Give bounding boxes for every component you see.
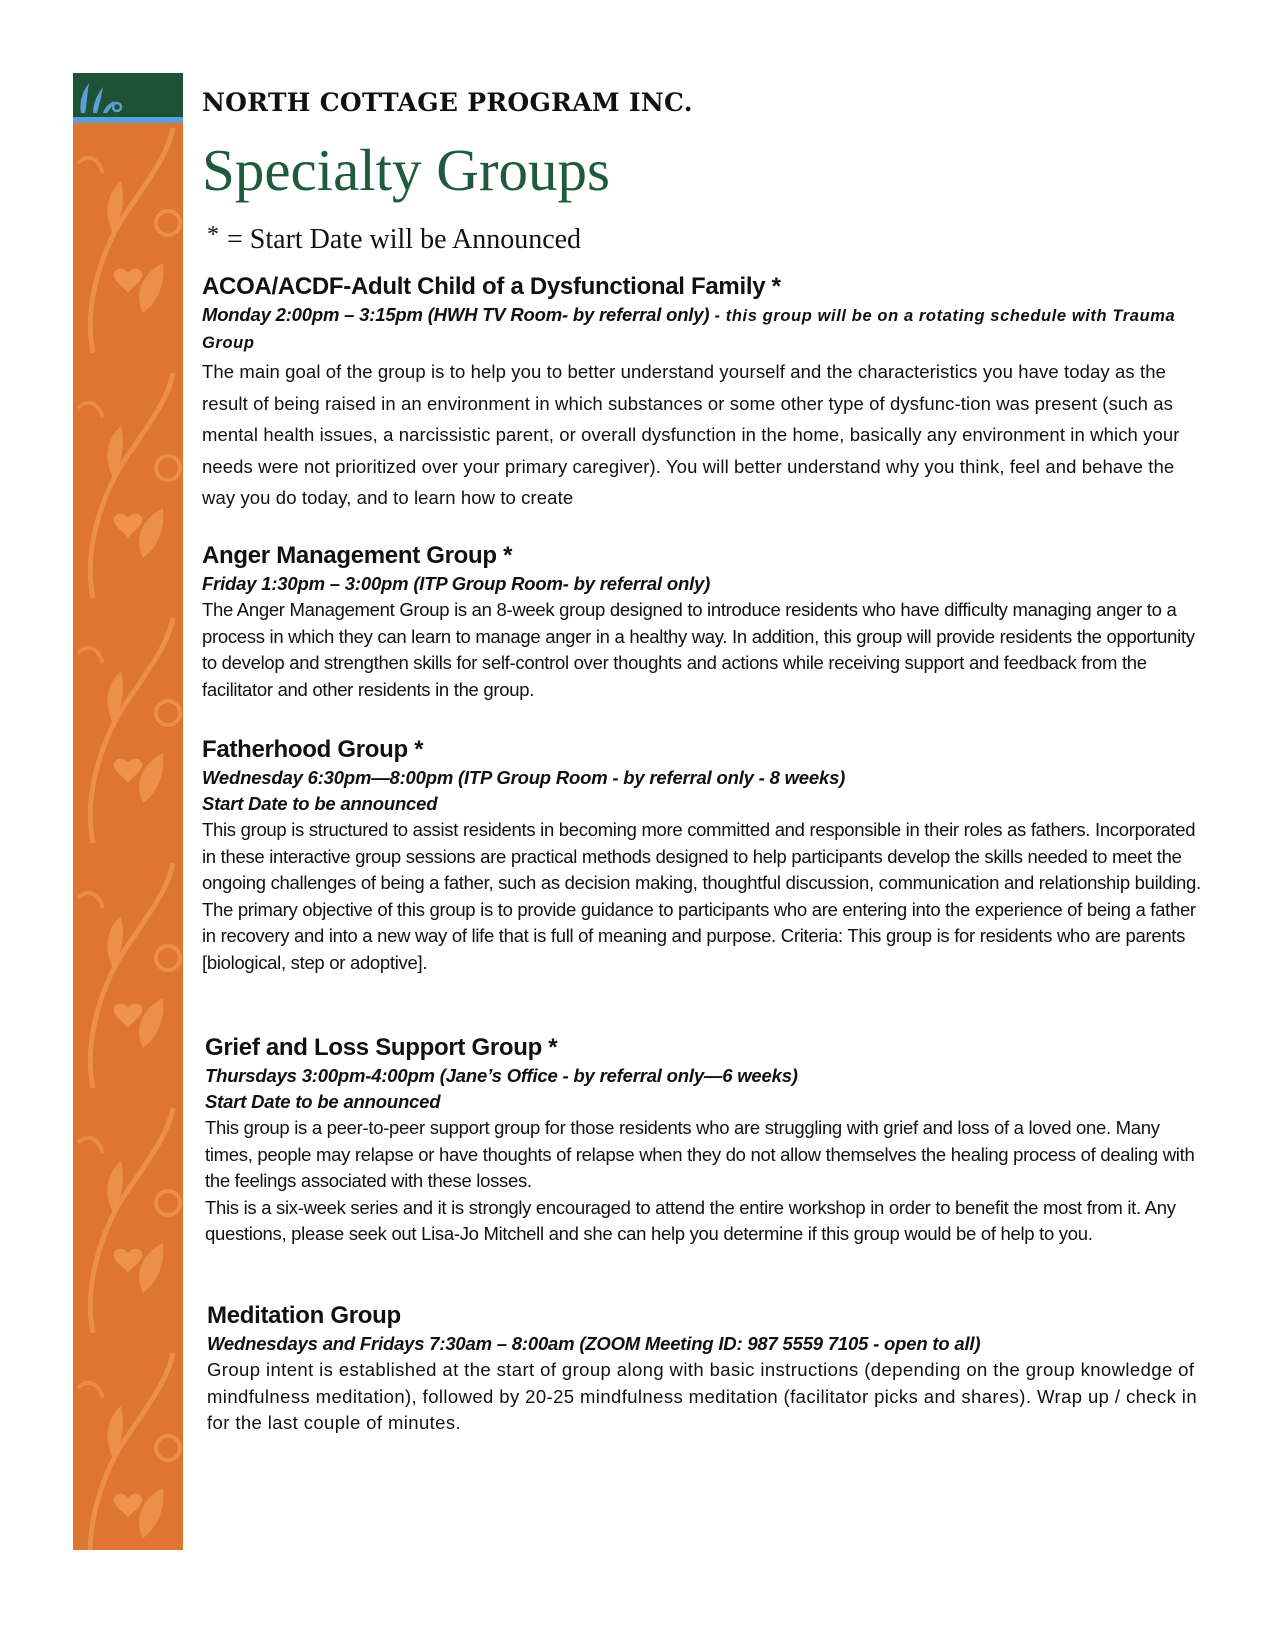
group-description: This group is structured to assist residents in becoming more committed and responsible in their roles as fathers. Incorporated in these interactive group sessions are practical methods designed to help participants develop the skills needed to meet the ongoing challenges of being a father, such as decision making, thoughtful discussion, communication and relationship building. The primary objective of this group is to provide guidance to participants who are entering into the experience of being a father in recovery and into a new way of life that is full of meaning and purpose. Criteria: This group is for residents who are parents [biological, step or adoptive]. [202, 819, 1201, 973]
start-date-note: Start Date to be announced [205, 1091, 441, 1112]
group-schedule: Wednesday 6:30pm—8:00pm (ITP Group Room - by referral only - 8 weeks) [202, 767, 846, 788]
schedule-note: - this group will be on a rotating schedule with Trauma Group [202, 307, 1176, 352]
sidebar-logo-block [73, 73, 183, 117]
decorative-sidebar [73, 73, 183, 1550]
asterisk-symbol: * [207, 222, 219, 248]
group-title: ACOA/ACDF-Adult Child of a Dysfunctional Family * [202, 273, 781, 300]
group-meditation [207, 1301, 1207, 1437]
leaf-logo-icon [73, 73, 183, 117]
group-description: Group intent is established at the start of group along with basic instructions (depending on the group knowledge of mindfulness meditation), followed by 20-25 mindfulness meditation (facilitator picks and shares). Wrap up / check in for the last couple of minutes. [207, 1359, 1198, 1433]
group-acoa [202, 272, 1202, 514]
start-date-note: Start Date to be announced [202, 793, 438, 814]
floral-pattern-icon [73, 123, 183, 1550]
group-description-part-1: This group is a peer-to-peer support group for those residents who are struggling with grief and loss of a loved one. Many times, people may relapse or have thoughts of relapse when they do not allow themselves the healing process of dealing with the feelings associated with these losses. [205, 1117, 1195, 1191]
group-title: Fatherhood Group * [202, 736, 424, 763]
legend-text: = Start Date will be Announced [227, 224, 582, 255]
group-description: The Anger Management Group is an 8-week group designed to introduce residents who have difficulty managing anger to a process in which they can learn to manage anger in a healthy way. In addition, this group will provide residents the opportunity to develop and strengthen skills for self-control over thoughts and actions while receiving support and feedback from the facilitator and other residents in the group. [202, 599, 1195, 700]
group-grief-and-loss [205, 1033, 1205, 1248]
group-anger-management [202, 541, 1202, 703]
group-schedule: Wednesdays and Fridays 7:30am – 8:00am (ZOOM Meeting ID: 987 5559 7105 - open to all) [207, 1333, 981, 1354]
group-schedule: Friday 1:30pm – 3:00pm (ITP Group Room- by referral only) [202, 573, 711, 594]
start-date-legend [207, 222, 581, 256]
group-title: Grief and Loss Support Group * [205, 1034, 558, 1061]
group-description: The main goal of the group is to help you to better understand yourself and the characteristics you have today as the result of being raised in an environment in which substances or some other type of dysfunc-tion was present (such as mental health issues, a narcissistic parent, or overall dysfunction in the home, basically any environment in which your needs were not prioritized over your primary caregiver). You will better understand why you think, feel and behave the way you do today, and to learn how to create [202, 361, 1180, 508]
group-fatherhood [202, 735, 1202, 976]
group-description-part-2: This is a six-week series and it is strongly encouraged to attend the entire workshop in order to benefit the most from it. Any questions, please seek out Lisa-Jo Mitchell and she can help you determine if this group would be of help to you. [205, 1196, 1176, 1244]
group-title: Anger Management Group * [202, 542, 513, 569]
group-schedule [202, 302, 1202, 356]
group-schedule: Thursdays 3:00pm-4:00pm (Jane’s Office - by referral only—6 weeks) [205, 1065, 798, 1086]
schedule-text: Monday 2:00pm – 3:15pm (HWH TV Room- by referral only) [202, 304, 710, 325]
page-title: Specialty Groups [202, 137, 611, 203]
organization-name: NORTH COTTAGE PROGRAM INC. [202, 88, 693, 117]
group-title: Meditation Group [207, 1302, 401, 1329]
